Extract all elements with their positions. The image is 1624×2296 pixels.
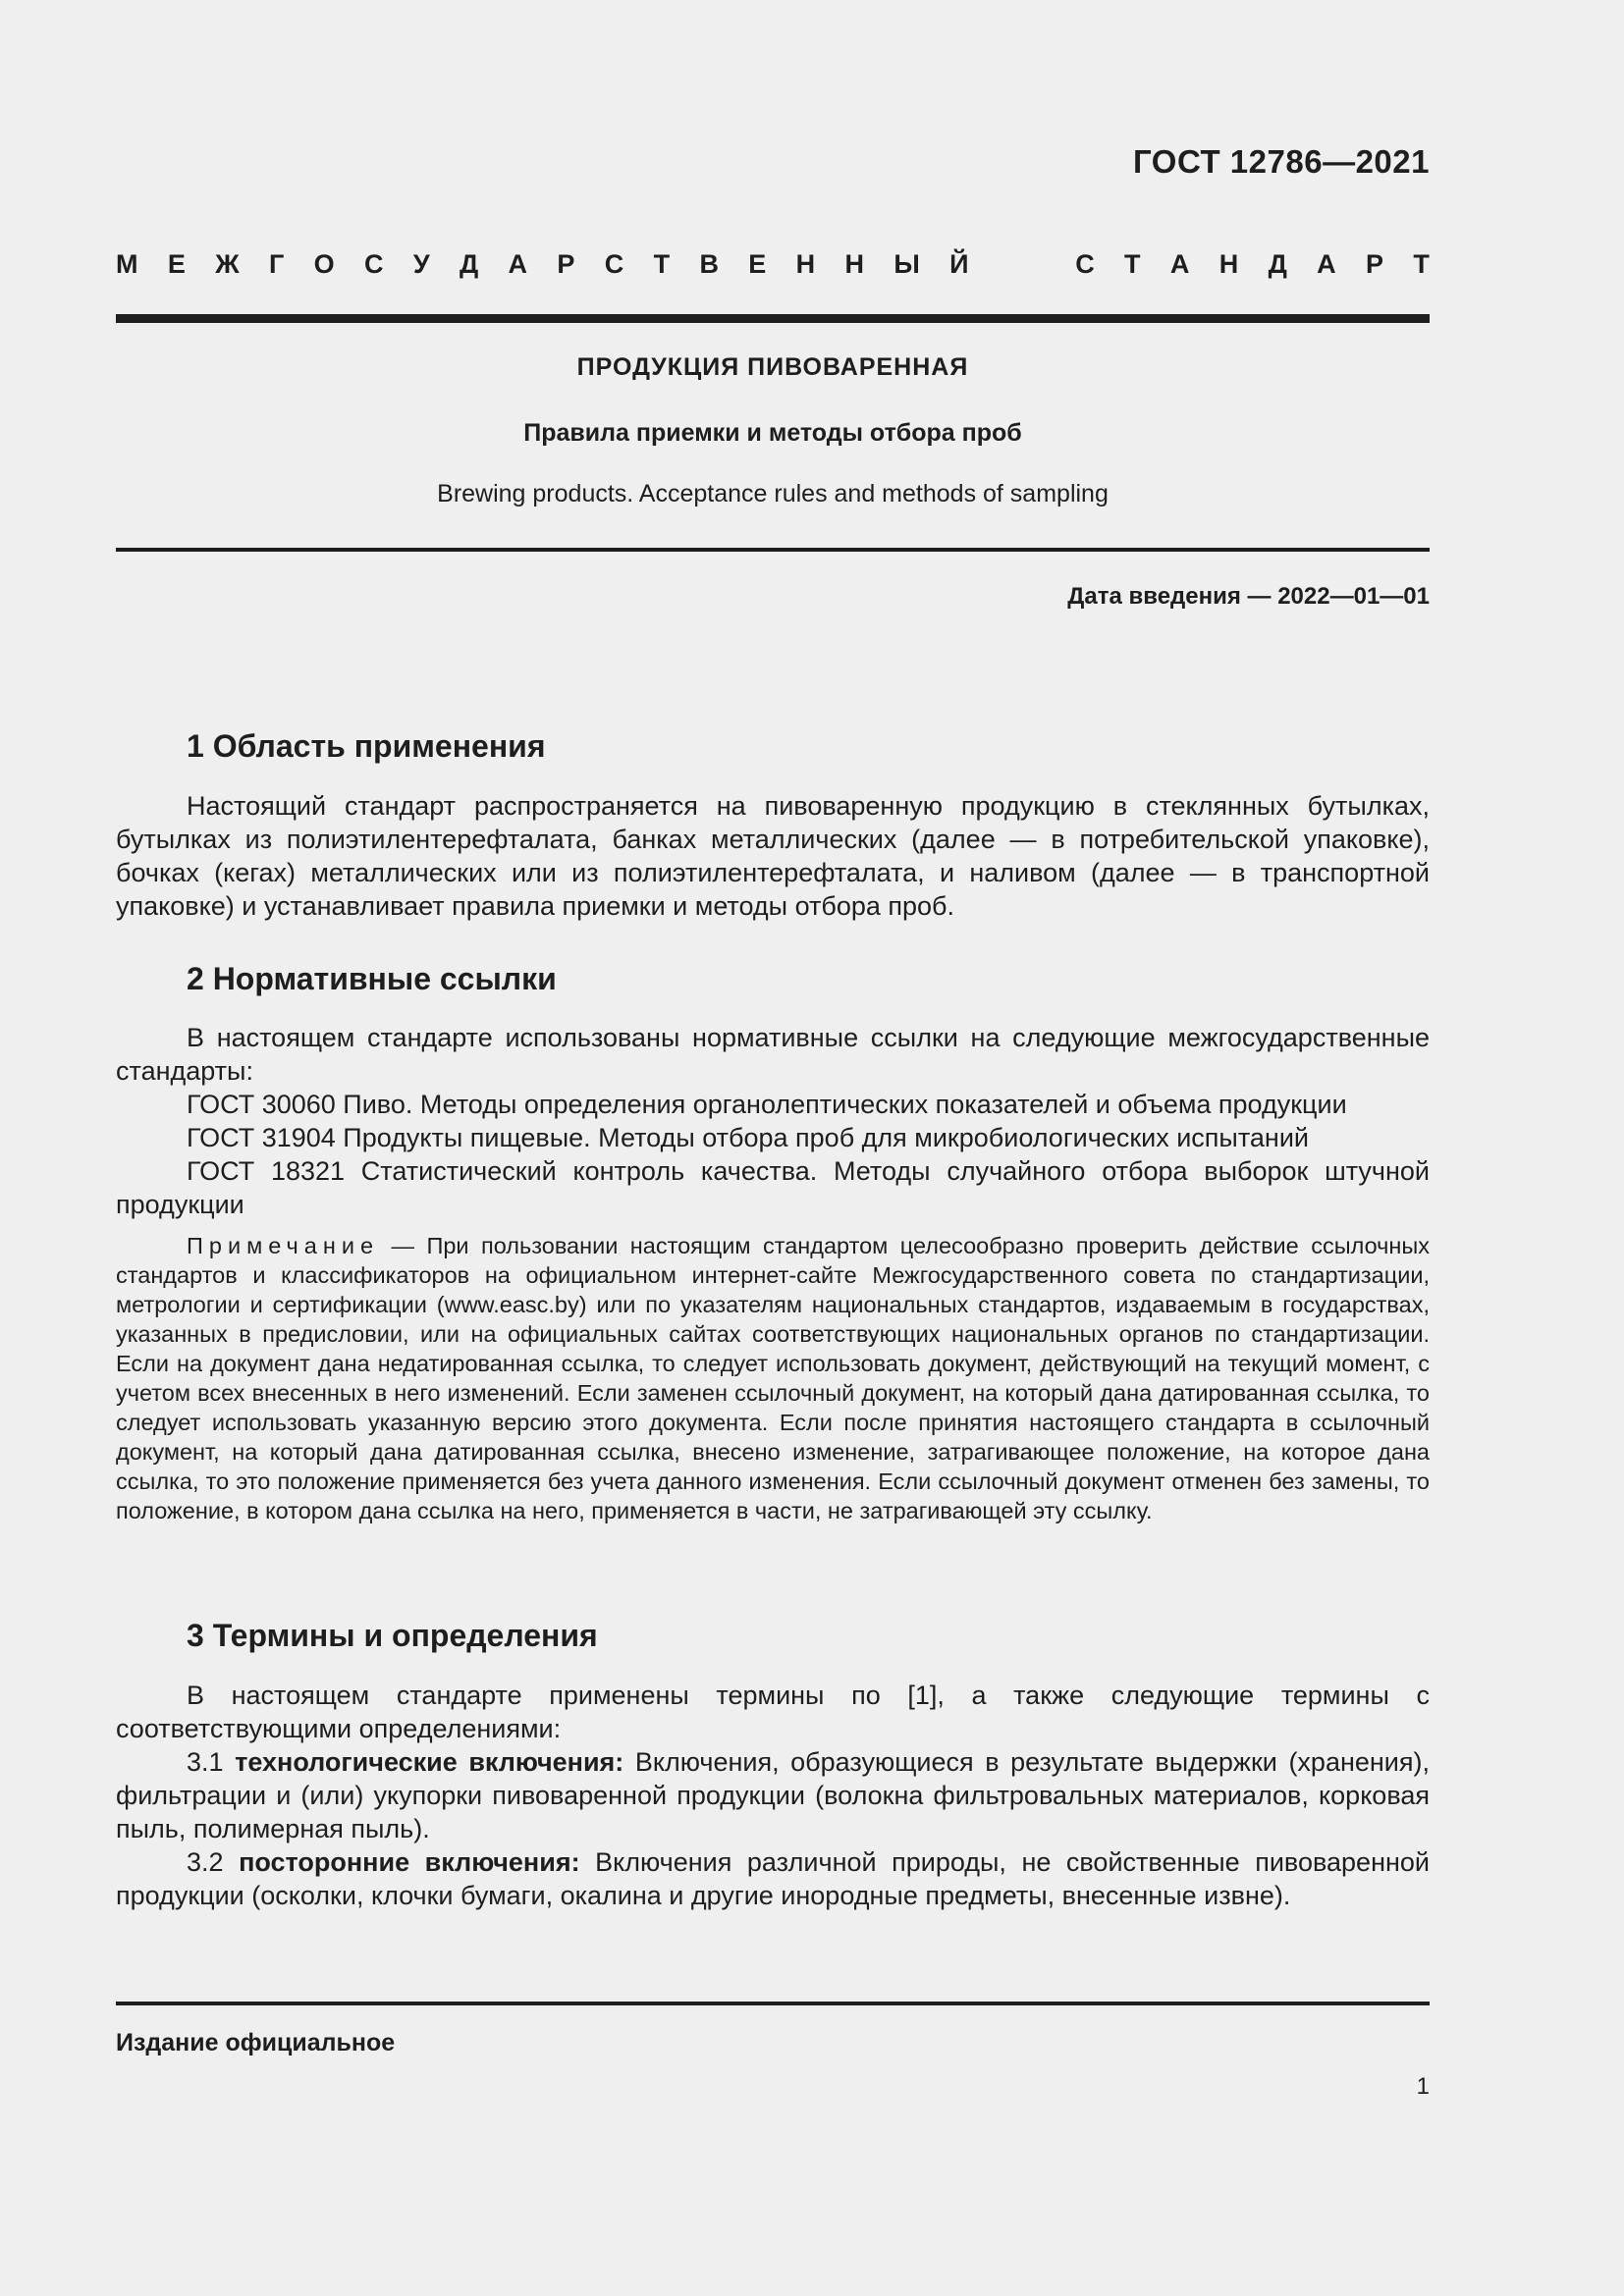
document-subtitle: Правила приемки и методы отбора проб bbox=[523, 419, 1022, 447]
scope-paragraph: Настоящий стандарт распространяется на пивоваренную продукцию в стеклянных бутылках, бутылках из полиэтилентерефталата, банках металлических (далее — в потребительской упаковке), бочках (кегах) металлических или из полиэтилентерефталата, и наливом (далее — в транспортной упаковке) и устанавливает правила приемки и методы отбора проб. bbox=[116, 791, 1430, 921]
term-definition bbox=[116, 1745, 1430, 1845]
term-name: технологические включения: bbox=[235, 1747, 624, 1777]
standard-letter: Н bbox=[795, 249, 816, 279]
title-divider bbox=[116, 548, 1430, 552]
standard-letter: Н bbox=[1218, 249, 1239, 279]
standard-letter: Т bbox=[653, 249, 671, 279]
header-divider bbox=[116, 314, 1430, 323]
standard-letter: М bbox=[116, 249, 138, 279]
standard-letter: А bbox=[1317, 249, 1336, 279]
standard-letter: А bbox=[1169, 249, 1190, 279]
reference-item: ГОСТ 18321 Статистический контроль качества. Методы случайного отбора выборок штучной продукции bbox=[116, 1156, 1430, 1219]
standard-letter: Д bbox=[1268, 249, 1287, 279]
term-description: Включения различной природы, не свойственные пивоваренной продукции (осколки, клочки бумаги, окалина и другие инородные предметы, внесенные извне). bbox=[116, 1847, 1430, 1910]
standard-letter: С bbox=[604, 249, 624, 279]
term-description: Включения, образующиеся в результате выдержки (хранения), фильтрации и (или) укупорки пивоваренной продукции (волокна фильтровальных материалов, корковая пыль, полимерная пыль). bbox=[116, 1747, 1430, 1843]
edition-label: Издание официальное bbox=[116, 2029, 396, 2056]
standard-letter: О bbox=[313, 249, 335, 279]
document-title: ПРОДУКЦИЯ ПИВОВАРЕННАЯ bbox=[576, 353, 969, 381]
standard-letter: Д bbox=[459, 249, 479, 279]
references-intro: В настоящем стандарте использованы нормативные ссылки на следующие межгосударственные стандарты: bbox=[116, 1023, 1430, 1086]
section-heading-scope: 1 Область применения bbox=[187, 728, 546, 764]
standard-letter: У bbox=[412, 249, 430, 279]
word-gap bbox=[999, 249, 1046, 280]
term-number: 3.2 bbox=[187, 1847, 240, 1877]
standard-letter: Т bbox=[1413, 249, 1430, 279]
standard-letter: Ы bbox=[893, 249, 920, 279]
standard-letter: Н bbox=[844, 249, 864, 279]
standard-letter: С bbox=[363, 249, 384, 279]
standard-letter: Р bbox=[1366, 249, 1384, 279]
page-number: 1 bbox=[1416, 2073, 1430, 2100]
note-text: — При пользовании настоящим стандартом целесообразно проверить действие ссылочных стандартов и классификаторов на официальном интернет-сайте Межгосударственного совета по стандартизации, метрологии и сертификации (www.easc.by) или по указателям национальных стандартов, издаваемым в государствах, указанных в предисловии, или на официальных сайтах соответствующих национальных органов по стандартизации. Если на документ дана недатированная ссылка, то следует использовать документ, действующий на текущий момент, с учетом всех внесенных в него изменений. Если заменен ссылочный документ, на который дана датированная ссылка, то следует использовать указанную версию этого документа. Если после принятия настоящего стандарта в ссылочный документ, на который дана датированная ссылка, внесено изменение, затрагивающее положение, на которое дана ссылка, то это положение применяется без учета данного изменения. Если ссылочный документ отменен без замены, то положение, в котором дана ссылка на него, применяется в части, не затрагивающей эту ссылку. bbox=[116, 1233, 1430, 1523]
standard-letter: Р bbox=[557, 249, 575, 279]
standard-letter: В bbox=[699, 249, 719, 279]
document-title-english: Brewing products. Acceptance rules and methods of sampling bbox=[437, 480, 1109, 507]
note-label: Примечание bbox=[187, 1233, 380, 1258]
standard-letter: Е bbox=[167, 249, 186, 279]
section-heading-references: 2 Нормативные ссылки bbox=[187, 961, 557, 996]
standard-letter: А bbox=[508, 249, 528, 279]
section-heading-terms: 3 Термины и определения bbox=[187, 1618, 598, 1653]
date-of-introduction: Дата введения — 2022—01—01 bbox=[1067, 583, 1430, 610]
standard-letter: Т bbox=[1124, 249, 1141, 279]
reference-item: ГОСТ 30060 Пиво. Методы определения органолептических показателей и объема продукции bbox=[187, 1090, 1347, 1119]
gost-number: ГОСТ 12786—2021 bbox=[1133, 143, 1430, 180]
standard-letter: Ж bbox=[215, 249, 240, 279]
terms-intro: В настоящем стандарте применены термины по [1], а также следующие термины с соответствующими определениями: bbox=[116, 1681, 1430, 1743]
footer-divider bbox=[116, 2002, 1430, 2005]
references-note bbox=[116, 1231, 1430, 1525]
term-name: посторонние включения: bbox=[239, 1847, 580, 1877]
standard-letter: С bbox=[1075, 249, 1095, 279]
term-number: 3.1 bbox=[187, 1747, 236, 1777]
reference-item: ГОСТ 31904 Продукты пищевые. Методы отбора проб для микробиологических испытаний bbox=[187, 1123, 1309, 1152]
standard-letter: Г bbox=[268, 249, 285, 279]
standard-letter: Й bbox=[949, 249, 969, 279]
standard-letter: Е bbox=[748, 249, 767, 279]
standard-type-header bbox=[116, 249, 1430, 280]
term-definition bbox=[116, 1845, 1430, 1912]
